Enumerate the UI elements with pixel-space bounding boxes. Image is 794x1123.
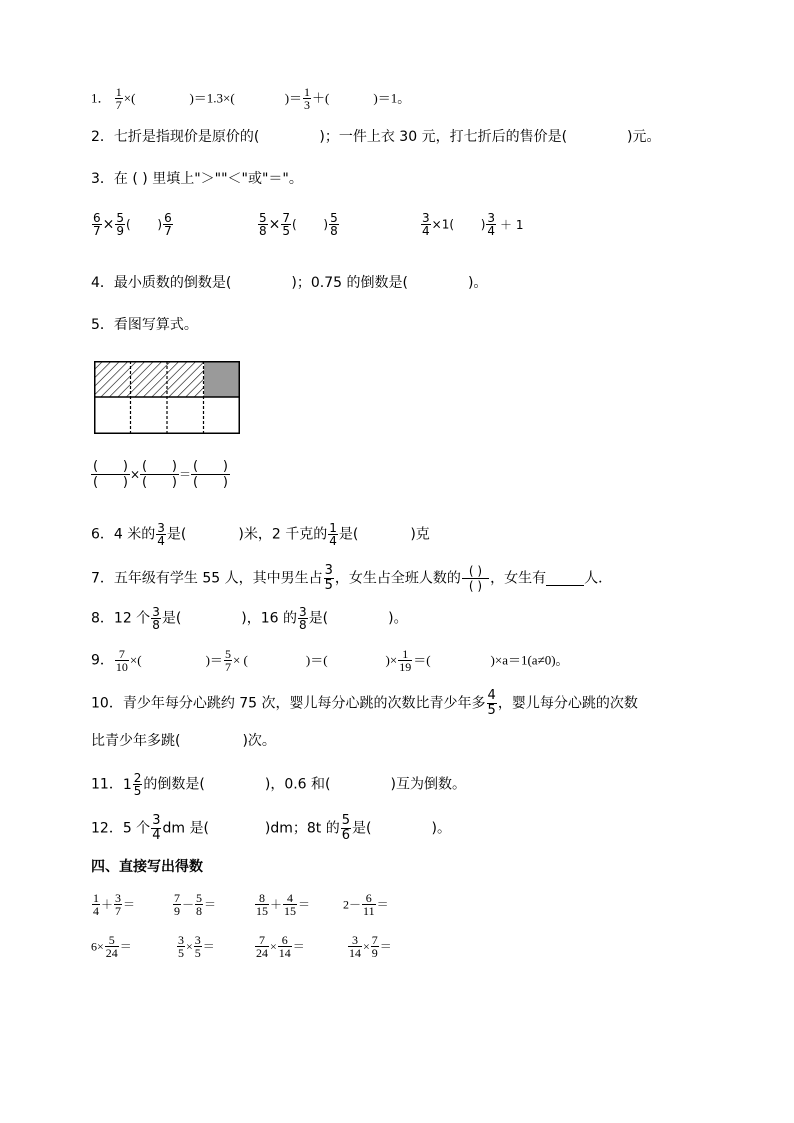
- oral-calc-4: 2－ $\frac{6}{11}$ ＝: [343, 891, 389, 918]
- question-9: 9． $\frac{7}{10}$ ×( )＝ $\frac{5}{7}$ × ( )＝( )× $\frac{1}{19}$ ＝( )×a＝1(a≠0)。: [91, 647, 569, 674]
- oral-calc-8: $\frac{3}{14}$ × $\frac{7}{9}$ ＝: [349, 933, 392, 960]
- oral-calc-7: $\frac{7}{24}$ × $\frac{6}{14}$ ＝: [256, 933, 305, 960]
- q1-fraction-1: $\frac{1}{7}$: [115, 85, 122, 112]
- q3-blank-1[interactable]: ( ): [126, 217, 163, 232]
- q9-number: 9．: [91, 652, 114, 669]
- question-8: 8．12 个 $\frac{3}{8}$ 是( )，16 的 $\frac{3}{8}$ 是( )。: [91, 605, 408, 632]
- q1-number: 1．: [91, 90, 111, 106]
- q11-number: 11．: [91, 776, 123, 793]
- q5-number: 5．: [91, 317, 114, 333]
- fraction-grid-figure: [94, 361, 240, 434]
- q7-blank-numerator[interactable]: ( ): [468, 564, 483, 578]
- q7-number: 7．: [91, 570, 114, 587]
- section-4-title: 四、直接写出得数: [91, 859, 203, 875]
- oral-calc-5: 6× $\frac{5}{24}$ ＝: [91, 933, 132, 960]
- shaded-cell: [204, 361, 240, 397]
- q1-fraction-2: $\frac{1}{3}$: [304, 85, 311, 112]
- q5-fraction-1: ( ) ( ): [93, 459, 128, 490]
- q4-number: 4．: [91, 275, 114, 291]
- q8-number: 8．: [91, 610, 114, 627]
- q5-fraction-2: ( ) ( ): [142, 459, 177, 490]
- oral-calc-1: $\frac{1}{4}$ ＋ $\frac{3}{7}$ ＝: [93, 891, 136, 918]
- q3-comparison-1: $\frac{6}{7}$ × $\frac{5}{9}$ ( ) $\frac{6}{7}$: [93, 211, 172, 238]
- q3-text: 在 ( ) 里填上"＞""＜"或"＝"。: [113, 171, 303, 187]
- question-4: 4．最小质数的倒数是( )；0.75 的倒数是( )。: [91, 275, 488, 291]
- q5-expression: ( ) ( ) × ( ) ( ) ＝ ( ) ( ): [93, 459, 228, 490]
- q3-blank-2[interactable]: ( ): [292, 217, 329, 232]
- q3-blank-3[interactable]: ): [454, 217, 486, 232]
- q12-number: 12．: [91, 820, 123, 837]
- question-1: 1． $\frac{1}{7}$ ×( )＝1.3×( )＝ $\frac{1}{3}$ ＋( )＝1。: [91, 85, 411, 112]
- question-12: 12．5 个 $\frac{3}{4}$ dm 是( )dm；8t 的 $\frac{5}{6}$ 是( )。: [91, 813, 451, 843]
- q6-number: 6．: [91, 526, 114, 543]
- question-3: [91, 169, 303, 189]
- q7-blank-answer[interactable]: [546, 571, 584, 586]
- q3-number: 3．: [91, 171, 114, 187]
- question-2: 2．七折是指现价是原价的( )；一件上衣 30 元，打七折后的售价是( )元。: [91, 129, 661, 145]
- question-10-line-2: 比青少年多跳( )次。: [91, 733, 276, 749]
- question-11: 11． 1 $\frac{2}{5}$ 的倒数是( )，0.6 和( )互为倒数。: [91, 771, 466, 798]
- q5-fraction-3: ( ) ( ): [192, 459, 228, 490]
- question-5: 5．看图写算式。: [91, 317, 198, 333]
- question-10: 10．青少年每分心跳约 75 次，婴儿每分心跳的次数比青少年多 $\frac{4}{5}$ ，婴儿每分心跳的次数: [91, 688, 638, 718]
- oral-calc-6: $\frac{3}{5}$ × $\frac{3}{5}$ ＝: [178, 933, 215, 960]
- q10-number: 10．: [91, 695, 123, 712]
- q11-mixed-number: 1 $\frac{2}{5}$: [122, 771, 142, 798]
- question-6: 6．4 米的 $\frac{3}{4}$ 是( )米，2 千克的 $\frac{1}{4}$ 是( )克: [91, 521, 430, 548]
- q7-blank-denominator[interactable]: ( ): [462, 578, 489, 593]
- question-7: 7．五年级有学生 55 人，其中男生占 $\frac{3}{5}$ ，女生占全班人数的 $\frac{( )}{( )}$ ，女生有 人．: [91, 563, 613, 593]
- q3-comparison-2: $\frac{5}{8}$ × $\frac{7}{5}$ ( ) $\frac{5}{8}$: [259, 211, 338, 238]
- q3-comparison-3: $\frac{3}{4}$ ×1( ) $\frac{3}{4}$ ＋ 1: [422, 211, 524, 238]
- oral-calc-3: $\frac{8}{15}$ ＋ $\frac{4}{15}$ ＝: [256, 891, 311, 918]
- q2-number: 2．: [91, 129, 114, 145]
- oral-calc-2: $\frac{7}{9}$ － $\frac{5}{8}$ ＝: [174, 891, 217, 918]
